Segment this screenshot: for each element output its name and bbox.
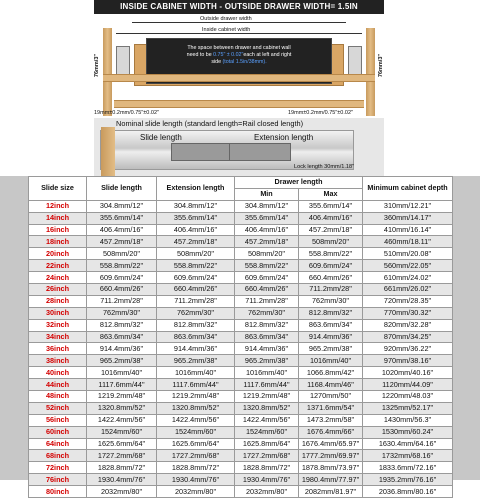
- header-extension-length: Extension length: [157, 177, 235, 201]
- table-cell: 1630.4mm/64.16": [363, 438, 453, 450]
- table-cell: 1422.4mm/56": [235, 414, 299, 426]
- table-cell: 610mm/24.02": [363, 272, 453, 284]
- table-cell: 1524mm/60": [235, 426, 299, 438]
- table-cell: 1676.4mm/66": [299, 426, 363, 438]
- table-row: [29, 272, 453, 284]
- table-cell: 609.6mm/24": [87, 272, 157, 284]
- table-cell: 1828.8mm/72": [157, 462, 235, 474]
- table-row: [29, 367, 453, 379]
- table-cell: 558.8mm/22": [235, 260, 299, 272]
- note-line-2-highlight: 0.75" ± 0.02": [213, 52, 244, 58]
- table-cell: 1878.8mm/73.97": [299, 462, 363, 474]
- table-cell: 1016mm/40": [299, 355, 363, 367]
- table-cell: 508mm/20": [235, 248, 299, 260]
- table-cell: 508mm/20": [87, 248, 157, 260]
- slide-size-cell: 12inch: [29, 200, 87, 212]
- table-row: [29, 200, 453, 212]
- note-line-3-highlight: (total 1.5in/38mm).: [222, 59, 267, 65]
- table-cell: 1732mm/68.16": [363, 450, 453, 462]
- cabinet-wall-right: [366, 28, 375, 116]
- table-cell: 1625.6mm/64": [87, 438, 157, 450]
- table-cell: 304.8mm/12": [235, 200, 299, 212]
- slide-ball-bearing-left: [171, 143, 233, 161]
- slide-size-cell: 18inch: [29, 236, 87, 248]
- slide-size-cell: 64inch: [29, 438, 87, 450]
- table-cell: 2032mm/80": [87, 486, 157, 498]
- table-cell: 457.2mm/18": [87, 236, 157, 248]
- table-cell: 914.4mm/36": [157, 343, 235, 355]
- table-cell: 1371.6mm/54": [299, 402, 363, 414]
- table-cell: 406.4mm/16": [235, 224, 299, 236]
- nominal-length-label: Nominal slide length (standard length=Rail closed length): [116, 119, 304, 128]
- table-cell: 304.8mm/12": [87, 200, 157, 212]
- header-slide-size: Slide size: [29, 177, 87, 201]
- table-cell: 1016mm/40": [157, 367, 235, 379]
- table-row: [29, 307, 453, 319]
- slide-diagram: [94, 118, 384, 176]
- table-cell: 970mm/38.16": [363, 355, 453, 367]
- table-cell: 609.6mm/24": [235, 272, 299, 284]
- table-cell: 1219.2mm/48": [87, 391, 157, 403]
- table-row: [29, 379, 453, 391]
- table-cell: 1016mm/40": [235, 367, 299, 379]
- table-row: [29, 319, 453, 331]
- table-cell: 558.8mm/22": [299, 248, 363, 260]
- table-cell: 1727.2mm/68": [87, 450, 157, 462]
- drawer-bottom-rail: [103, 74, 375, 82]
- table-cell: 508mm/20": [299, 236, 363, 248]
- table-cell: 762mm/30": [87, 307, 157, 319]
- table-cell: 1325mm/52.17": [363, 402, 453, 414]
- slide-size-cell: 24inch: [29, 272, 87, 284]
- table-cell: 812.8mm/32": [87, 319, 157, 331]
- slide-size-cell: 76inch: [29, 474, 87, 486]
- slide-size-cell: 22inch: [29, 260, 87, 272]
- slide-ball-bearing-right: [229, 143, 291, 161]
- slide-length-label: Slide length: [140, 133, 182, 142]
- table-cell: 355.6mm/14": [87, 212, 157, 224]
- table-cell: 1930.4mm/76": [235, 474, 299, 486]
- table-row: [29, 486, 453, 498]
- table-cell: 660.4mm/26": [87, 284, 157, 296]
- slide-size-cell: 14inch: [29, 212, 87, 224]
- table-cell: 1320.8mm/52": [87, 402, 157, 414]
- table-cell: 1320.8mm/52": [235, 402, 299, 414]
- table-cell: 914.4mm/36": [299, 331, 363, 343]
- table-cell: 1270mm/50": [299, 391, 363, 403]
- table-cell: 1219.2mm/48": [157, 391, 235, 403]
- table-cell: 1016mm/40": [87, 367, 157, 379]
- table-cell: 1930.4mm/76": [87, 474, 157, 486]
- table-cell: 457.2mm/18": [299, 224, 363, 236]
- table-cell: 355.6mm/14": [235, 212, 299, 224]
- table-cell: 812.8mm/32": [235, 319, 299, 331]
- table-cell: 2082mm/81.97": [299, 486, 363, 498]
- table-cell: 914.4mm/36": [235, 343, 299, 355]
- table-cell: 870mm/34.25": [363, 331, 453, 343]
- table-row: [29, 402, 453, 414]
- table-cell: 812.8mm/32": [299, 307, 363, 319]
- table-cell: 720mm/28.35": [363, 295, 453, 307]
- table-row: [29, 462, 453, 474]
- table-cell: 914.4mm/36": [87, 343, 157, 355]
- table-cell: 1833.6mm/72.16": [363, 462, 453, 474]
- table-cell: 1430mm/56.3": [363, 414, 453, 426]
- table-cell: 510mm/20.08": [363, 248, 453, 260]
- slide-size-cell: 26inch: [29, 284, 87, 296]
- inside-cabinet-width-label: Inside cabinet width: [202, 27, 251, 33]
- table-cell: 762mm/30": [299, 295, 363, 307]
- table-cell: 920mm/36.22": [363, 343, 453, 355]
- slide-size-cell: 80inch: [29, 486, 87, 498]
- table-cell: 355.6mm/14": [299, 200, 363, 212]
- note-line-2: [160, 52, 318, 59]
- slide-size-cell: 28inch: [29, 295, 87, 307]
- table-cell: 460mm/18.11": [363, 236, 453, 248]
- table-cell: 1727.2mm/68": [235, 450, 299, 462]
- table-cell: 863.6mm/34": [87, 331, 157, 343]
- right-strip: [452, 176, 480, 480]
- table-cell: 820mm/32.28": [363, 319, 453, 331]
- table-row: [29, 236, 453, 248]
- slide-size-cell: 16inch: [29, 224, 87, 236]
- slide-size-cell: 68inch: [29, 450, 87, 462]
- table-cell: 770mm/30.32": [363, 307, 453, 319]
- table-cell: 711.2mm/28": [299, 284, 363, 296]
- slide-size-cell: 48inch: [29, 391, 87, 403]
- table-cell: 1117.6mm/44": [157, 379, 235, 391]
- table-cell: 812.8mm/32": [157, 319, 235, 331]
- table-row: [29, 450, 453, 462]
- header-max: Max: [299, 188, 363, 200]
- cabinet-bottom-rail: [114, 100, 364, 108]
- table-cell: 1422.4mm/56": [87, 414, 157, 426]
- table-cell: 1777.2mm/69.97": [299, 450, 363, 462]
- table-cell: 1066.8mm/42": [299, 367, 363, 379]
- note-line-3: [160, 59, 318, 66]
- table-cell: 762mm/30": [157, 307, 235, 319]
- table-cell: 661mm/26.02": [363, 284, 453, 296]
- slide-size-cell: 52inch: [29, 402, 87, 414]
- table-cell: 711.2mm/28": [87, 295, 157, 307]
- table-row: [29, 331, 453, 343]
- slide-size-cell: 36inch: [29, 343, 87, 355]
- outside-drawer-width-label: Outside drawer width: [200, 16, 252, 22]
- height-label-right: 76mm/3": [378, 54, 384, 78]
- table-cell: 558.8mm/22": [157, 260, 235, 272]
- header-drawer-length: Drawer length: [235, 177, 363, 189]
- table-row: [29, 438, 453, 450]
- table-cell: 304.8mm/12": [157, 200, 235, 212]
- table-cell: 1828.8mm/72": [235, 462, 299, 474]
- table-cell: 410mm/16.14": [363, 224, 453, 236]
- table-cell: 1524mm/60": [87, 426, 157, 438]
- table-cell: 310mm/12.21": [363, 200, 453, 212]
- slide-size-cell: 30inch: [29, 307, 87, 319]
- table-cell: 863.6mm/34": [299, 319, 363, 331]
- cabinet-wall-left: [103, 28, 112, 116]
- table-cell: 1220mm/48.03": [363, 391, 453, 403]
- table-cell: 355.6mm/14": [157, 212, 235, 224]
- table-body: [29, 200, 453, 497]
- table-row: [29, 414, 453, 426]
- table-cell: 406.4mm/16": [157, 224, 235, 236]
- table-cell: 406.4mm/16": [299, 212, 363, 224]
- note-line-2-pre: need to be: [186, 52, 214, 58]
- slide-size-cell: 38inch: [29, 355, 87, 367]
- table-cell: 1930.4mm/76": [157, 474, 235, 486]
- table-cell: 1676.4mm/65.97": [299, 438, 363, 450]
- table-cell: 965.2mm/38": [235, 355, 299, 367]
- slide-size-cell: 44inch: [29, 379, 87, 391]
- table-cell: 1320.8mm/52": [157, 402, 235, 414]
- table-cell: 660.4mm/26": [235, 284, 299, 296]
- slide-size-cell: 40inch: [29, 367, 87, 379]
- slide-size-cell: 32inch: [29, 319, 87, 331]
- slide-size-cell: 34inch: [29, 331, 87, 343]
- table-cell: 965.2mm/38": [157, 355, 235, 367]
- left-strip: [0, 176, 28, 480]
- size-table-grid: [28, 176, 453, 498]
- table-cell: 1530mm/60.24": [363, 426, 453, 438]
- note-line-3-pre: side: [211, 59, 223, 65]
- table-cell: 1422.4mm/56": [157, 414, 235, 426]
- table-row: [29, 284, 453, 296]
- table-row: [29, 426, 453, 438]
- table-cell: 1625.8mm/64": [235, 438, 299, 450]
- table-cell: 1168.4mm/46": [299, 379, 363, 391]
- note-line-1: The space between drawer and cabinet wall: [187, 45, 291, 51]
- table-row: [29, 224, 453, 236]
- table-cell: 558.8mm/22": [87, 260, 157, 272]
- table-row: [29, 343, 453, 355]
- table-cell: 457.2mm/18": [235, 236, 299, 248]
- slide-size-cell: 72inch: [29, 462, 87, 474]
- table-cell: 1935.2mm/76.16": [363, 474, 453, 486]
- table-cell: 1117.6mm/44": [235, 379, 299, 391]
- table-cell: 965.2mm/38": [299, 343, 363, 355]
- table-cell: 609.6mm/24": [157, 272, 235, 284]
- table-cell: 1473.2mm/58": [299, 414, 363, 426]
- table-row: [29, 295, 453, 307]
- table-cell: 1020mm/40.16": [363, 367, 453, 379]
- note-line-2-post: each at left and right: [243, 52, 292, 58]
- table-row: [29, 260, 453, 272]
- table-cell: 1120mm/44.09": [363, 379, 453, 391]
- header-min-depth: Minimum cabinet depth: [363, 177, 453, 201]
- table-cell: 1219.2mm/48": [235, 391, 299, 403]
- table-cell: 1625.6mm/64": [157, 438, 235, 450]
- table-cell: 508mm/20": [157, 248, 235, 260]
- size-table: [28, 176, 452, 496]
- table-cell: 609.6mm/24": [299, 260, 363, 272]
- outside-drawer-width-line: [132, 22, 346, 23]
- spacing-note: [160, 45, 318, 66]
- table-cell: 965.2mm/38": [87, 355, 157, 367]
- table-cell: 360mm/14.17": [363, 212, 453, 224]
- slide-size-cell: 20inch: [29, 248, 87, 260]
- table-row: [29, 355, 453, 367]
- slide-bracket: [101, 127, 115, 179]
- table-row: [29, 248, 453, 260]
- table-cell: 711.2mm/28": [235, 295, 299, 307]
- table-row: [29, 391, 453, 403]
- header-slide-length: Slide length: [87, 177, 157, 201]
- banner-title: INSIDE CABINET WIDTH - OUTSIDE DRAWER WIDTH= 1.5IN: [94, 0, 384, 14]
- height-label-left: 76mm/3": [94, 54, 100, 78]
- extension-length-label: Extension length: [254, 133, 314, 142]
- cabinet-diagram: [94, 14, 384, 118]
- header-min: Min: [235, 188, 299, 200]
- table-cell: 1524mm/60": [157, 426, 235, 438]
- lock-length-label: Lock length 30mm/1.18": [294, 164, 355, 170]
- table-cell: 1117.6mm/44": [87, 379, 157, 391]
- table-cell: 660.4mm/26": [157, 284, 235, 296]
- table-cell: 1727.2mm/68": [157, 450, 235, 462]
- gap-label-right: 19mm±0.2mm/0.75"±0.02": [288, 110, 353, 116]
- slide-size-cell: 56inch: [29, 414, 87, 426]
- table-row: [29, 212, 453, 224]
- table-cell: 1980.4mm/77.97": [299, 474, 363, 486]
- table-cell: 863.6mm/34": [157, 331, 235, 343]
- table-cell: 863.6mm/34": [235, 331, 299, 343]
- slide-size-cell: 60inch: [29, 426, 87, 438]
- table-cell: 560mm/22.05": [363, 260, 453, 272]
- table-cell: 1828.8mm/72": [87, 462, 157, 474]
- table-cell: 660.4mm/26": [299, 272, 363, 284]
- table-cell: 711.2mm/28": [157, 295, 235, 307]
- inside-cabinet-width-line: [116, 33, 362, 34]
- table-cell: 406.4mm/16": [87, 224, 157, 236]
- table-cell: 2032mm/80": [235, 486, 299, 498]
- table-cell: 762mm/30": [235, 307, 299, 319]
- table-cell: 2036.8mm/80.16": [363, 486, 453, 498]
- table-cell: 2032mm/80": [157, 486, 235, 498]
- table-cell: 457.2mm/18": [157, 236, 235, 248]
- gap-label-left: 19mm±0.2mm/0.75"±0.02": [94, 110, 159, 116]
